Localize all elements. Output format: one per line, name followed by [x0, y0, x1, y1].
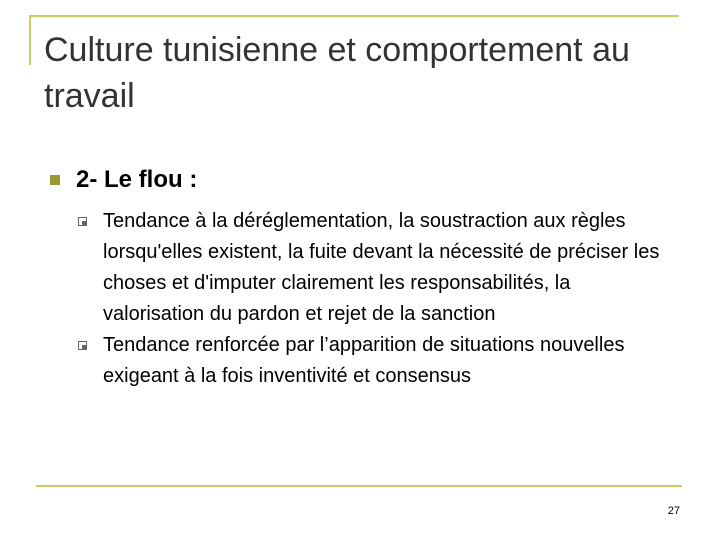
filled-square-bullet-icon [50, 175, 60, 185]
left-frame-line [29, 15, 31, 65]
hollow-square-bullet-icon [78, 217, 87, 226]
sub-bullet-list [42, 206, 682, 392]
bottom-frame-line [36, 485, 682, 487]
bullet-text: Tendance à la déréglementation, la soustraction aux règles lorsqu'elles existent, la fuite devant la nécessité de préciser les choses et d'imputer clairement les responsabilités, la valorisation du pardon et rejet de la sanction [103, 210, 660, 325]
list-item [42, 330, 663, 392]
heading-bullet-item [42, 162, 682, 198]
top-frame-line [29, 15, 679, 17]
section-heading: 2- Le flou : [76, 166, 198, 193]
page-number: 27 [667, 505, 680, 517]
bullet-text: Tendance renforcée par l’apparition de situations nouvelles exigeant à la fois inventivité et consensus [103, 334, 625, 387]
list-item [42, 206, 663, 330]
slide-content [42, 162, 682, 392]
hollow-square-bullet-icon [78, 341, 87, 350]
slide-title: Culture tunisienne et comportement au travail [44, 31, 630, 115]
